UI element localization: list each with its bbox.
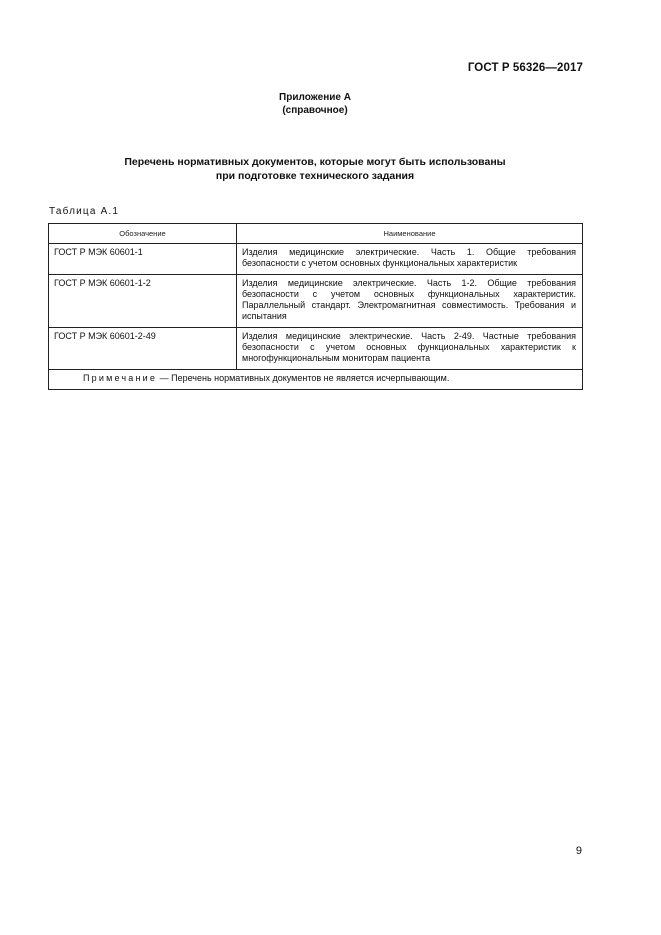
- table-header-row: [49, 224, 583, 244]
- appendix-label: Приложение А: [279, 92, 351, 103]
- title-line-2: при подготовке технического задания: [215, 169, 415, 182]
- row-name: Изделия медицинские электрические. Часть 1. Общие требования безопасности с учетом основных функциональных характеристик: [237, 244, 583, 275]
- table-note: [49, 369, 583, 389]
- row-code: ГОСТ Р МЭК 60601-1: [49, 244, 237, 275]
- document-title: [0, 156, 630, 183]
- appendix-heading: [0, 92, 630, 117]
- note-text: — Перечень нормативных документов не является исчерпывающим.: [157, 372, 450, 383]
- header-name: Наименование: [237, 224, 583, 244]
- row-code: ГОСТ Р МЭК 60601-1-2: [49, 274, 237, 327]
- row-name: Изделия медицинские электрические. Часть 2-49. Частные требования безопасности с учетом основных функциональных характеристик к многофункциональным мониторам пациента: [237, 327, 583, 369]
- row-code: ГОСТ Р МЭК 60601-2-49: [49, 327, 237, 369]
- appendix-status: (справочное): [282, 104, 348, 116]
- row-name: Изделия медицинские электрические. Часть 1-2. Общие требования безопасности с учетом основных функциональных характеристик. Параллельный стандарт. Электромагнитная совместимость. Требования и испытания: [237, 274, 583, 327]
- header-code: Обозначение: [49, 224, 237, 244]
- note-label: Примечание: [83, 372, 158, 383]
- table-row: [49, 244, 583, 275]
- document-code: ГОСТ Р 56326—2017: [467, 62, 583, 74]
- table-row: [49, 274, 583, 327]
- references-table: [48, 223, 583, 390]
- title-line-1: Перечень нормативных документов, которые могут быть использованы: [124, 156, 506, 168]
- table-row: [49, 327, 583, 369]
- page-number: 9: [575, 845, 582, 857]
- table-note-row: [49, 369, 583, 389]
- table-caption: Таблица А.1: [49, 206, 120, 217]
